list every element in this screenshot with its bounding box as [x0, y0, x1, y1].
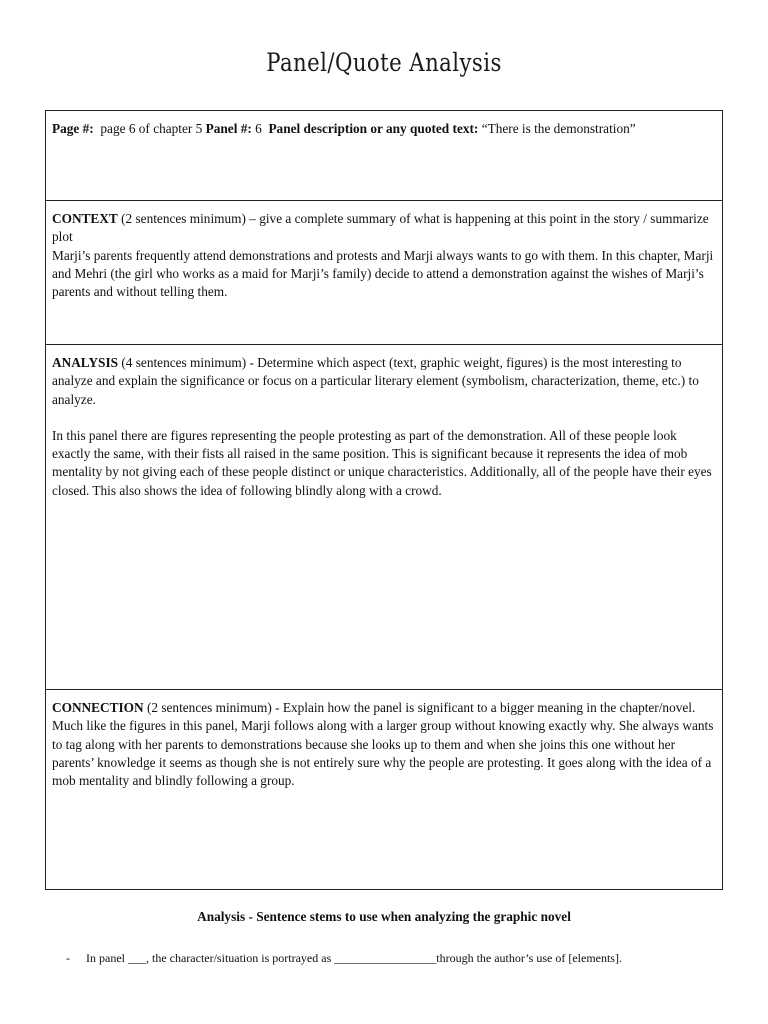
- connection-answer[interactable]: Much like the figures in this panel, Marji follows along with a larger group without knowing exactly why. She always wants to tag along with her parents to demonstrations because she looks up to them and when she joins this one without her parents’ knowledge it seems as though she is not entirely sure why the people are protesting. It goes along with the idea of a mob mentality and blindly following a group.: [52, 718, 714, 789]
- sentence-stem-item: [66, 951, 622, 966]
- context-section: [46, 201, 722, 345]
- context-label: CONTEXT: [52, 211, 118, 226]
- panel-value[interactable]: 6: [255, 121, 262, 136]
- analysis-form: [45, 110, 723, 890]
- connection-instruction: (2 sentences minimum) - Explain how the panel is significant to a bigger meaning in the chapter/novel.: [146, 700, 696, 715]
- sentence-stems-heading: Analysis - Sentence stems to use when analyzing the graphic novel: [197, 909, 571, 924]
- panel-label: Panel #:: [205, 121, 252, 136]
- analysis-instruction: (4 sentences minimum) - Determine which aspect (text, graphic weight, figures) is the most interesting to analyze and explain the significance or focus on a particular literary element (symbolism, characterization, theme, etc.) to analyze.: [52, 355, 699, 407]
- stem-text: In panel ___, the character/situation is portrayed as _________________through the author’s use of [elements].: [86, 951, 622, 965]
- page-label: Page #:: [52, 121, 94, 136]
- analysis-label: ANALYSIS: [52, 355, 119, 370]
- analysis-section: [46, 345, 722, 690]
- document-title: Panel/Quote Analysis: [266, 48, 502, 77]
- paragraph-gap: [52, 409, 716, 427]
- analysis-answer[interactable]: In this panel there are figures representing the people protesting as part of the demonstration. All of these people look exactly the same, with their fists all raised in the same position. This is significant because it represents the idea of mob mentality by not giving each of these people distinct or unique characteristics. Additionally, all of the people have their eyes closed. This also shows the idea of following blindly along with a crowd.: [52, 427, 712, 498]
- stem-bullet: -: [66, 951, 70, 965]
- connection-label: CONNECTION: [52, 700, 144, 715]
- description-value[interactable]: “There is the demonstration”: [481, 121, 636, 136]
- connection-section: [46, 690, 722, 889]
- context-instruction: (2 sentences minimum) – give a complete summary of what is happening at this point in the story / summarize plot: [52, 211, 709, 245]
- context-answer[interactable]: Marji’s parents frequently attend demonstrations and protests and Marji always wants to go with them. In this chapter, Marji and Mehri (the girl who works as a maid for Marji’s family) decide to attend a demonstration against the wishes of Marji’s parents and without telling them.: [52, 247, 714, 300]
- description-label: Panel description or any quoted text:: [268, 121, 479, 136]
- page-value[interactable]: page 6 of chapter 5: [100, 121, 203, 136]
- panel-info-row: [46, 111, 722, 201]
